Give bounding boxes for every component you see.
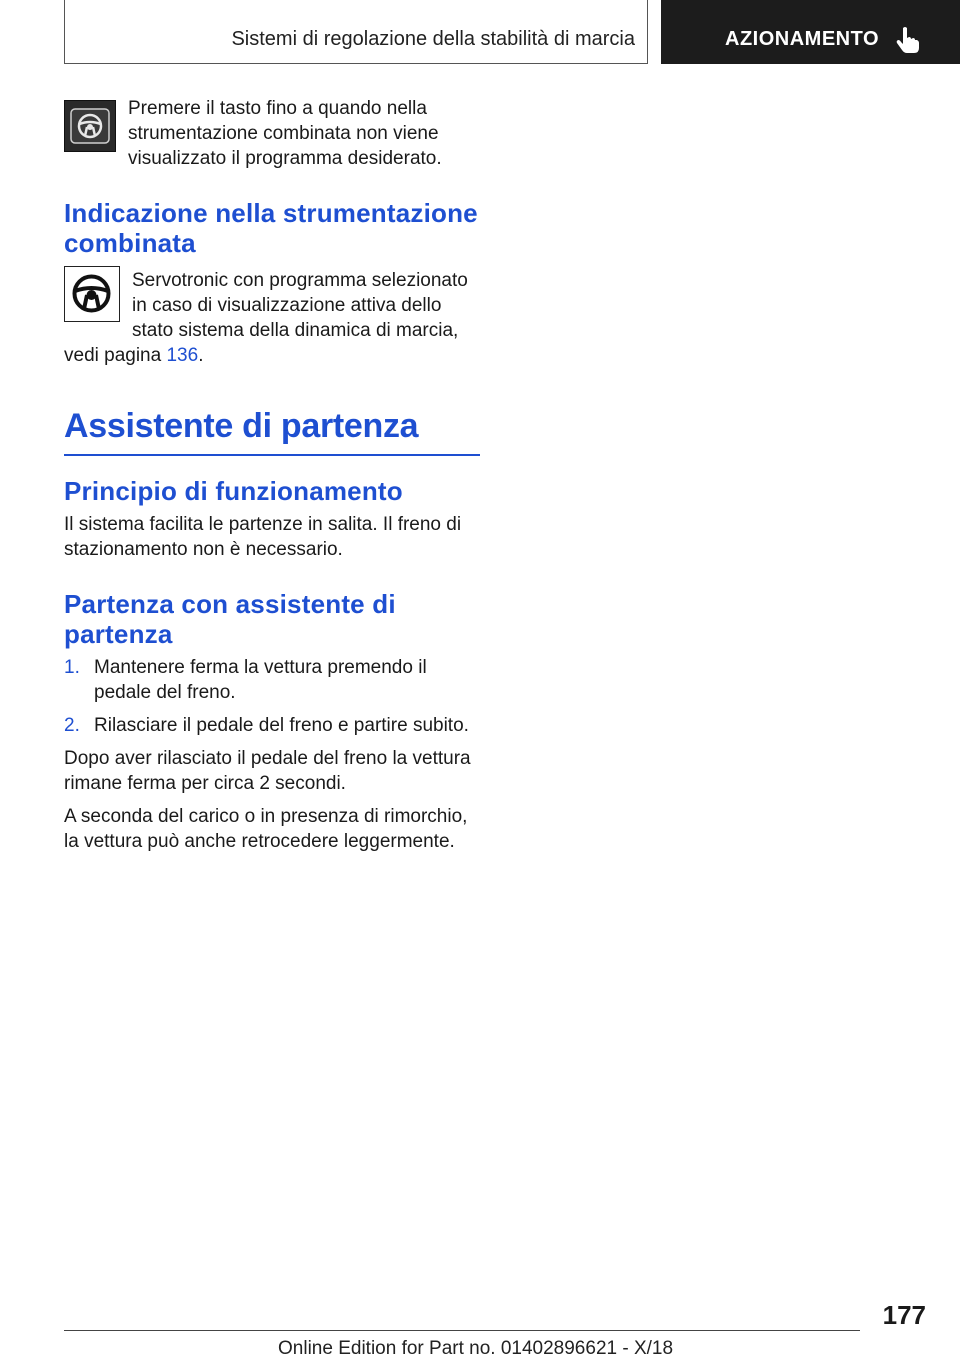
principle-text: Il sistema facilita le partenze in salita. Il freno di stazionamento non è necessario. — [64, 514, 462, 560]
start-paragraph-2: A seconda del carico o in presenza di rimorchio, la vettura può anche retrocedere leggermente. — [64, 806, 468, 852]
principle-heading: Principio di funzionamento — [64, 476, 403, 506]
list-item: 1. Mantenere ferma la vettura premendo il pedale del freno. — [64, 657, 427, 703]
footer-divider — [64, 1330, 860, 1331]
intro-text: Premere il tasto fino a quando nella strumentazione combinata non viene visualizzato il programma desiderato. — [128, 98, 442, 169]
display-heading: Indicazione nella strumentazione combinata — [64, 198, 478, 258]
display-text: Servotronic con programma selezionato in caso di visualizzazione attiva dello stato sistema della dinamica di marcia, vedi pagina 136. — [64, 270, 468, 366]
page-link[interactable]: 136 — [166, 345, 199, 366]
section-title: Sistemi di regolazione della stabilità di marcia — [231, 28, 635, 50]
running-header — [64, 0, 648, 64]
page-content — [64, 96, 480, 854]
footer-edition: Online Edition for Part no. 01402896621 - X/18 — [278, 1338, 674, 1359]
intro-block — [64, 96, 480, 171]
section-title-assist: Assistente di partenza — [64, 406, 480, 456]
chapter-tab — [661, 0, 960, 64]
start-heading: Partenza con assistente di partenza — [64, 589, 396, 649]
steering-wheel-button-icon — [64, 100, 116, 152]
steering-wheel-indicator-icon — [64, 266, 120, 322]
steps-list — [64, 655, 480, 738]
display-block — [64, 268, 480, 368]
page-number: 177 — [882, 1300, 926, 1330]
start-paragraph-1: Dopo aver rilasciato il pedale del freno la vettura rimane ferma per circa 2 secondi. — [64, 748, 471, 794]
chapter-tab-label: AZIONAMENTO — [725, 28, 880, 50]
hand-pointer-icon — [895, 26, 921, 54]
list-item: 2. Rilasciare il pedale del freno e partire subito. — [64, 715, 469, 736]
